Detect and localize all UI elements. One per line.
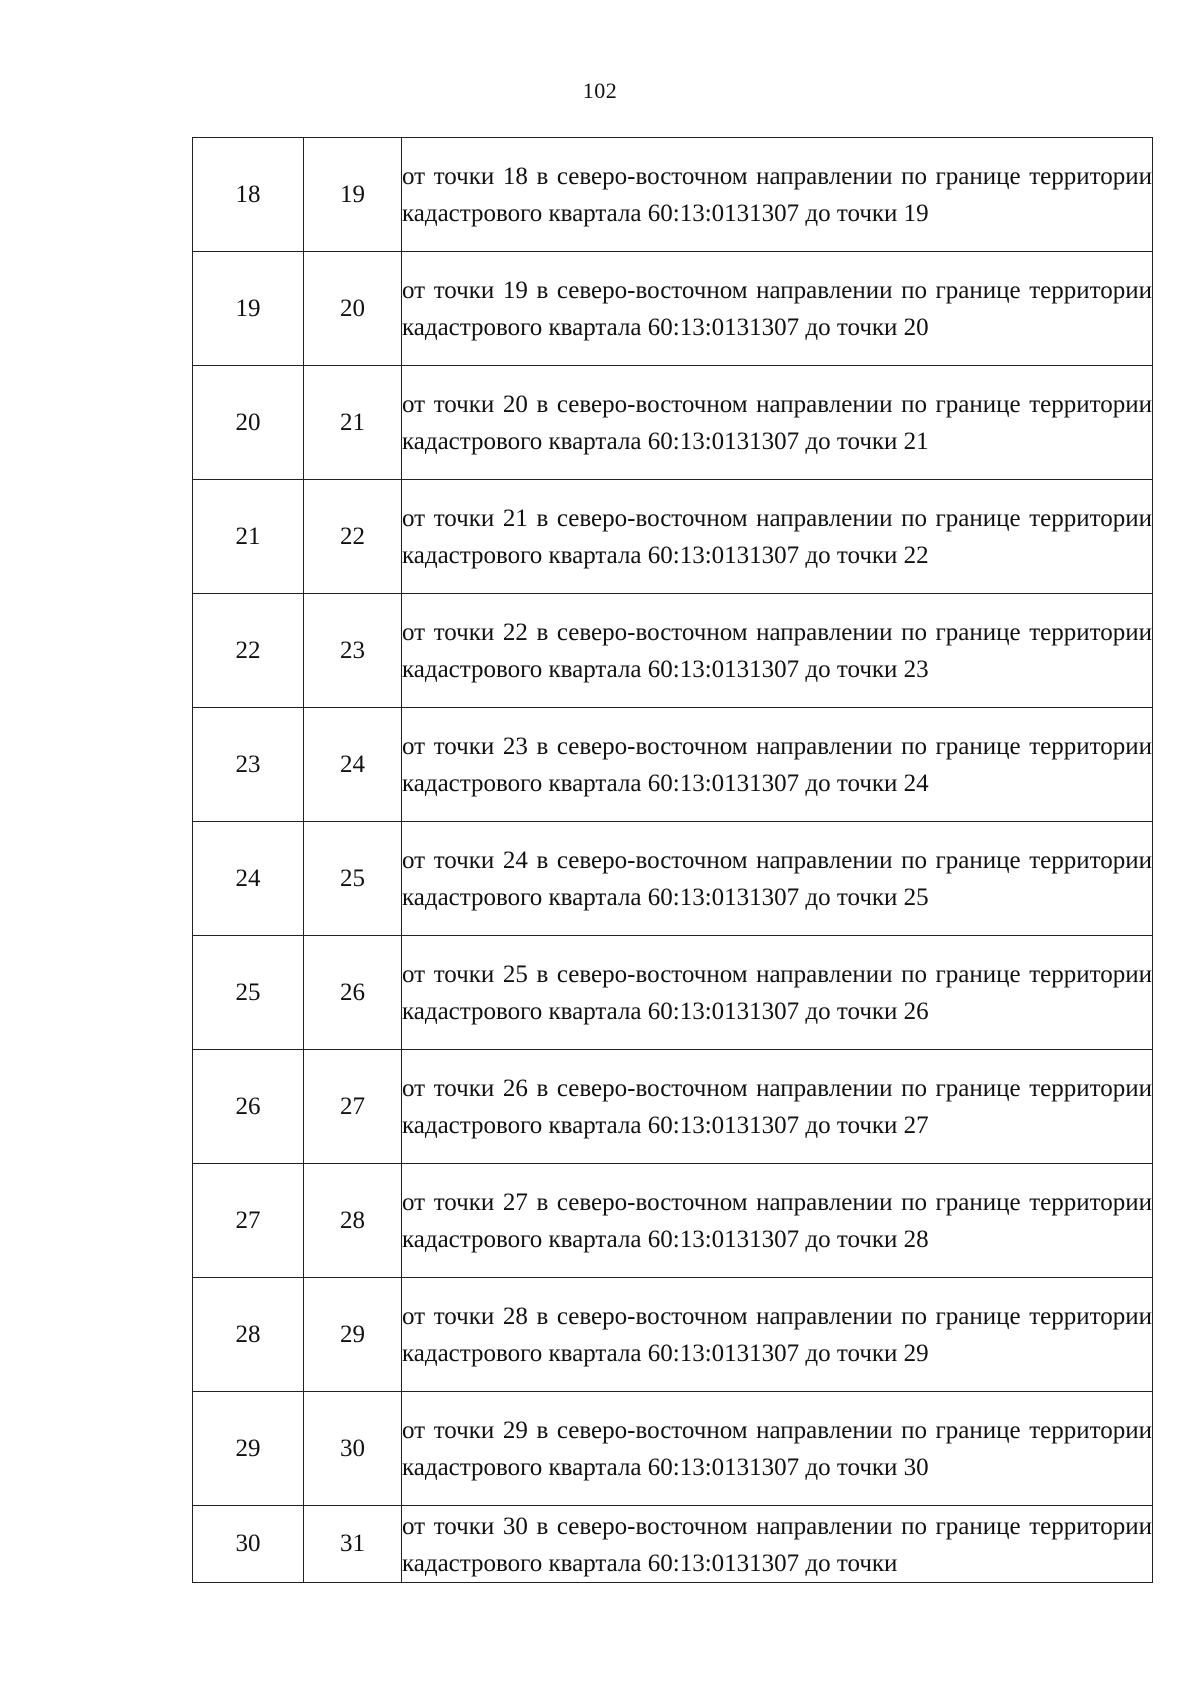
point-to-cell: 20 [304, 252, 402, 366]
point-to-cell: 24 [304, 708, 402, 822]
table-row [193, 1392, 1153, 1506]
description-text: от точки 19 в северо-восточном направлении по границе территории кадастрового квартала 60:13:0131307 до точки 20 [402, 276, 1152, 341]
description-cell [402, 1392, 1153, 1506]
point-to-cell: 23 [304, 594, 402, 708]
description-text: от точки 28 в северо-восточном направлении по границе территории кадастрового квартала 60:13:0131307 до точки 29 [402, 1302, 1152, 1367]
table-row [193, 138, 1153, 252]
point-to-cell: 25 [304, 822, 402, 936]
page-number: 102 [582, 78, 618, 103]
description-cell [402, 1506, 1153, 1583]
point-from-cell: 24 [193, 822, 304, 936]
point-from-cell: 26 [193, 1050, 304, 1164]
point-to-cell: 29 [304, 1278, 402, 1392]
point-from-cell: 25 [193, 936, 304, 1050]
point-from-cell: 20 [193, 366, 304, 480]
description-text: от точки 30 в северо-восточном направлении по границе территории кадастрового квартала 60:13:0131307 до точки [402, 1513, 1152, 1577]
description-text: от точки 29 в северо-восточном направлении по границе территории кадастрового квартала 60:13:0131307 до точки 30 [402, 1416, 1152, 1481]
description-text: от точки 25 в северо-восточном направлении по границе территории кадастрового квартала 60:13:0131307 до точки 26 [402, 960, 1152, 1025]
description-cell [402, 936, 1153, 1050]
point-from-cell: 18 [193, 138, 304, 252]
table-row [193, 1164, 1153, 1278]
description-cell [402, 480, 1153, 594]
description-cell [402, 708, 1153, 822]
description-cell [402, 1164, 1153, 1278]
point-from-cell: 23 [193, 708, 304, 822]
table-row [193, 1050, 1153, 1164]
point-to-cell: 22 [304, 480, 402, 594]
point-to-cell: 19 [304, 138, 402, 252]
point-from-cell: 28 [193, 1278, 304, 1392]
table-row [193, 594, 1153, 708]
description-text: от точки 22 в северо-восточном направлении по границе территории кадастрового квартала 60:13:0131307 до точки 23 [402, 618, 1152, 683]
point-to-cell: 26 [304, 936, 402, 1050]
description-text: от точки 27 в северо-восточном направлении по границе территории кадастрового квартала 60:13:0131307 до точки 28 [402, 1188, 1152, 1253]
table-row [193, 480, 1153, 594]
table-row [193, 708, 1153, 822]
point-from-cell: 30 [193, 1506, 304, 1583]
description-cell [402, 252, 1153, 366]
point-to-cell: 27 [304, 1050, 402, 1164]
point-to-cell: 30 [304, 1392, 402, 1506]
description-cell [402, 1050, 1153, 1164]
description-text: от точки 21 в северо-восточном направлении по границе территории кадастрового квартала 60:13:0131307 до точки 22 [402, 504, 1152, 569]
table-row [193, 822, 1153, 936]
description-cell [402, 1278, 1153, 1392]
description-text: от точки 24 в северо-восточном направлении по границе территории кадастрового квартала 60:13:0131307 до точки 25 [402, 846, 1152, 911]
point-to-cell: 31 [304, 1506, 402, 1583]
description-cell [402, 822, 1153, 936]
table-row [193, 252, 1153, 366]
description-text: от точки 20 в северо-восточном направлении по границе территории кадастрового квартала 60:13:0131307 до точки 21 [402, 390, 1152, 455]
description-text: от точки 18 в северо-восточном направлении по границе территории кадастрового квартала 60:13:0131307 до точки 19 [402, 162, 1152, 227]
point-from-cell: 27 [193, 1164, 304, 1278]
description-cell [402, 138, 1153, 252]
description-cell [402, 366, 1153, 480]
description-text: от точки 23 в северо-восточном направлении по границе территории кадастрового квартала 60:13:0131307 до точки 24 [402, 732, 1152, 797]
description-text: от точки 26 в северо-восточном направлении по границе территории кадастрового квартала 60:13:0131307 до точки 27 [402, 1074, 1152, 1139]
point-from-cell: 22 [193, 594, 304, 708]
point-to-cell: 28 [304, 1164, 402, 1278]
point-from-cell: 29 [193, 1392, 304, 1506]
description-cell [402, 594, 1153, 708]
table-row [193, 1506, 1153, 1583]
table-row [193, 366, 1153, 480]
table-row [193, 936, 1153, 1050]
boundary-points-table [192, 137, 1153, 1583]
point-from-cell: 21 [193, 480, 304, 594]
table-row [193, 1278, 1153, 1392]
point-from-cell: 19 [193, 252, 304, 366]
point-to-cell: 21 [304, 366, 402, 480]
